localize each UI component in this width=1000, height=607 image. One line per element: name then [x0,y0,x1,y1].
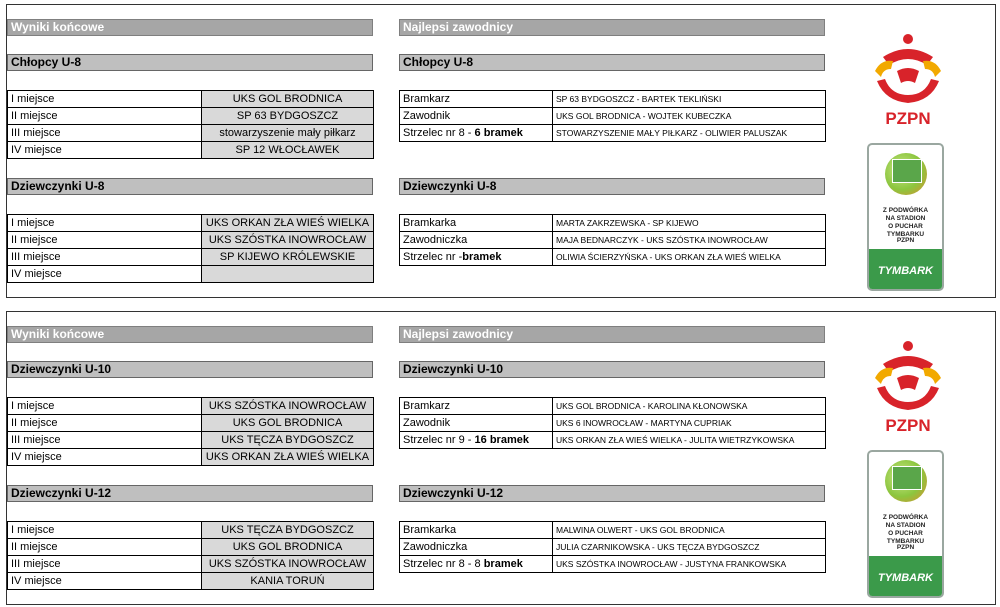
award-label [400,539,553,556]
tymbark-wordmark: TYMBARK [878,572,933,584]
team-name: SP 12 WŁOCŁAWEK [202,142,374,159]
player-row [400,108,826,125]
team-name: UKS ORKAN ZŁA WIEŚ WIELKA [202,449,374,466]
tymbark-cup-badge [867,143,944,291]
goal-count: 6 bramek [474,127,523,139]
result-row [8,125,374,142]
team-name: UKS GOL BRODNICA [202,539,374,556]
place-label: II miejsce [8,232,202,249]
pzpn-wordmark: PZPN [885,109,931,128]
category-header: Dziewczynki U-10 [7,361,373,378]
category-header: Dziewczynki U-8 [7,178,373,195]
place-label: III miejsce [8,432,202,449]
team-name [202,266,374,283]
team-name: UKS TĘCZA BYDGOSZCZ [202,522,374,539]
player-name: UKS ORKAN ZŁA WIEŚ WIELKA - JULITA WIETRZYKOWSKA [553,432,826,449]
result-row [8,91,374,108]
pitch-icon [892,159,922,183]
player-row [400,522,826,539]
team-name: SP 63 BYDGOSZCZ [202,108,374,125]
category-header: Chłopcy U-8 [7,54,373,71]
results-panel [6,4,996,298]
pitch-icon [892,466,922,490]
team-name: UKS GOL BRODNICA [202,415,374,432]
final-results-table [7,90,374,159]
team-name: UKS ORKAN ZŁA WIEŚ WIELKA [202,215,374,232]
category-header: Dziewczynki U-12 [7,485,373,502]
results-header: Wyniki końcowe [7,326,373,343]
award-role: Zawodnik [403,417,451,429]
player-name: SP 63 BYDGOSZCZ - BARTEK TEKLIŃSKI [553,91,826,108]
award-role: Zawodniczka [403,541,468,553]
award-label [400,108,553,125]
team-name: stowarzyszenie mały piłkarz [202,125,374,142]
result-row [8,215,374,232]
final-results-table [7,397,374,466]
team-name: UKS SZÓSTKA INOWROCŁAW [202,398,374,415]
final-results-table [7,214,374,283]
place-label: III miejsce [8,125,202,142]
player-row [400,556,826,573]
team-name: KANIA TORUŃ [202,573,374,590]
place-label: I miejsce [8,215,202,232]
player-name: OLIWIA ŚCIERZYŃSKA - UKS ORKAN ZŁA WIEŚ WIELKA [553,249,826,266]
pzpn-logo [863,338,953,438]
best-players-table [399,90,826,142]
place-label: II miejsce [8,108,202,125]
player-row [400,249,826,266]
award-role: Strzelec nr 8 - 8 [403,558,484,570]
place-label: II miejsce [8,415,202,432]
goal-count: bramek [483,558,523,570]
award-label [400,522,553,539]
award-label [400,125,553,142]
award-label [400,249,553,266]
place-label: I miejsce [8,522,202,539]
best-players-header: Najlepsi zawodnicy [399,19,825,36]
award-role: Zawodniczka [403,234,468,246]
award-label [400,415,553,432]
team-name: UKS GOL BRODNICA [202,91,374,108]
place-label: IV miejsce [8,266,202,283]
result-row [8,249,374,266]
tymbark-cup-badge [867,450,944,598]
result-row [8,108,374,125]
player-name: UKS 6 INOWROCŁAW - MARTYNA CUPRIAK [553,415,826,432]
category-header: Dziewczynki U-8 [399,178,825,195]
place-label: IV miejsce [8,573,202,590]
award-role: Bramkarz [403,93,451,105]
player-row [400,415,826,432]
result-row [8,556,374,573]
badge-org: PZPN [896,544,915,551]
results-panel [6,311,996,605]
player-name: STOWARZYSZENIE MAŁY PIŁKARZ - OLIWIER PALUSZAK [553,125,826,142]
result-row [8,415,374,432]
award-role: Strzelec nr - [403,251,463,263]
player-name: MARTA ZAKRZEWSKA - SP KIJEWO [553,215,826,232]
team-name: UKS SZÓSTKA INOWROCŁAW [202,556,374,573]
player-row [400,432,826,449]
final-results-table [7,521,374,590]
award-role: Strzelec nr 9 - [403,434,475,446]
goal-count: 16 bramek [474,434,529,446]
result-row [8,142,374,159]
place-label: II miejsce [8,539,202,556]
player-name: MALWINA OLWERT - UKS GOL BRODNICA [553,522,826,539]
pzpn-emblem-icon [863,338,953,416]
result-row [8,539,374,556]
best-players-table [399,521,826,573]
place-label: IV miejsce [8,449,202,466]
result-row [8,522,374,539]
place-label: IV miejsce [8,142,202,159]
result-row [8,573,374,590]
award-label [400,215,553,232]
pzpn-logo [863,31,953,131]
result-row [8,266,374,283]
player-row [400,539,826,556]
player-row [400,91,826,108]
award-role: Bramkarka [403,217,457,229]
results-header: Wyniki końcowe [7,19,373,36]
place-label: I miejsce [8,398,202,415]
goal-count: bramek [462,251,502,263]
award-role: Bramkarz [403,400,451,412]
player-name: UKS SZÓSTKA INOWROCŁAW - JUSTYNA FRANKOWSKA [553,556,826,573]
award-label [400,432,553,449]
category-header: Dziewczynki U-12 [399,485,825,502]
category-header: Chłopcy U-8 [399,54,825,71]
award-label [400,556,553,573]
place-label: I miejsce [8,91,202,108]
award-label [400,232,553,249]
team-name: SP KIJEWO KRÓLEWSKIE [202,249,374,266]
award-label [400,91,553,108]
best-players-table [399,214,826,266]
result-row [8,432,374,449]
player-row [400,215,826,232]
team-name: UKS SZÓSTKA INOWROCŁAW [202,232,374,249]
badge-tagline: Z PODWÓRKA NA STADION O PUCHAR TYMBARKU [882,207,929,238]
place-label: III miejsce [8,249,202,266]
player-name: JULIA CZARNIKOWSKA - UKS TĘCZA BYDGOSZCZ [553,539,826,556]
player-name: MAJA BEDNARCZYK - UKS SZÓSTKA INOWROCŁAW [553,232,826,249]
player-name: UKS GOL BRODNICA - KAROLINA KŁONOWSKA [553,398,826,415]
best-players-table [399,397,826,449]
result-row [8,232,374,249]
result-row [8,398,374,415]
player-row [400,232,826,249]
tymbark-wordmark: TYMBARK [878,265,933,277]
badge-tagline: Z PODWÓRKA NA STADION O PUCHAR TYMBARKU [882,514,929,545]
pzpn-emblem-icon [863,31,953,109]
award-label [400,398,553,415]
player-name: UKS GOL BRODNICA - WOJTEK KUBECZKA [553,108,826,125]
best-players-header: Najlepsi zawodnicy [399,326,825,343]
place-label: III miejsce [8,556,202,573]
badge-org: PZPN [896,237,915,244]
award-role: Bramkarka [403,524,457,536]
pzpn-wordmark: PZPN [885,416,931,435]
team-name: UKS TĘCZA BYDGOSZCZ [202,432,374,449]
award-role: Zawodnik [403,110,451,122]
player-row [400,125,826,142]
result-row [8,449,374,466]
award-role: Strzelec nr 8 - [403,127,475,139]
player-row [400,398,826,415]
category-header: Dziewczynki U-10 [399,361,825,378]
